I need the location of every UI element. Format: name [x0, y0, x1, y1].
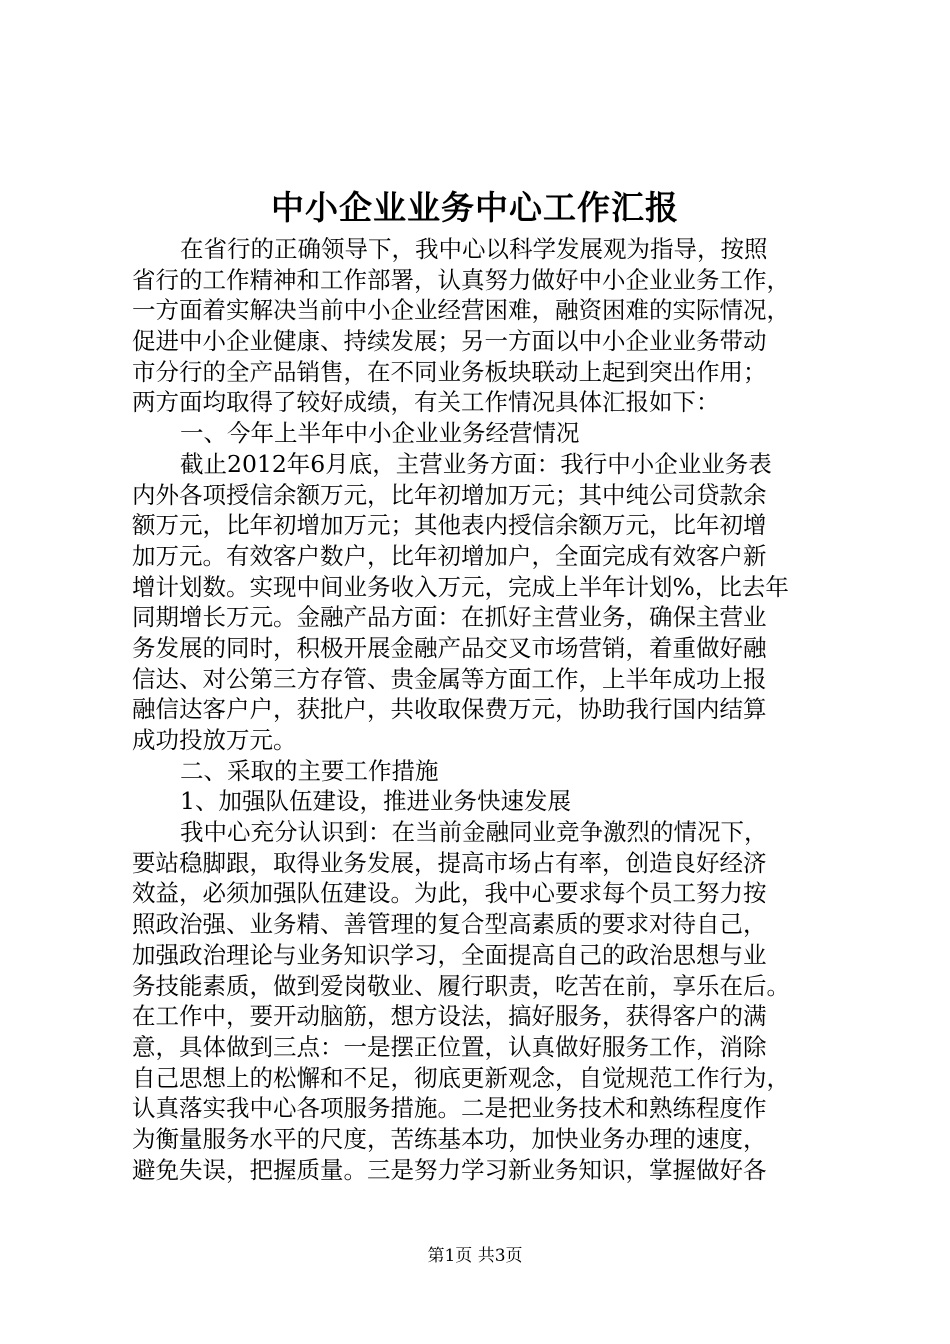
page-footer: 第1页 共3页 — [427, 1246, 523, 1266]
subsection-heading: 1、加强队伍建设，推进业务快速发展 — [180, 787, 571, 816]
paragraph-line: 截止2012年6月底，主营业务方面：我行中小企业业务表 — [180, 449, 772, 478]
paragraph-line: 成功投放万元。 — [132, 726, 297, 754]
document-title: 中小企业业务中心工作汇报 — [271, 188, 679, 227]
paragraph-line: 要站稳脚跟，取得业务发展，提高市场占有率，创造良好经济 — [132, 848, 767, 877]
paragraph-line: 信达、对公第三方存管、贵金属等方面工作，上半年成功上报 — [132, 664, 767, 693]
paragraph-line: 增计划数。实现中间业务收入万元，完成上半年计划%，比去年 — [132, 572, 789, 601]
section-heading: 一、今年上半年中小企业业务经营情况 — [180, 419, 580, 448]
paragraph-line: 在省行的正确领导下，我中心以科学发展观为指导，按照 — [180, 235, 768, 263]
paragraph-line: 效益，必须加强队伍建设。为此，我中心要求每个员工努力按 — [132, 879, 767, 908]
document-body — [132, 234, 834, 1185]
paragraph-line: 照政治强、业务精、善管理的复合型高素质的要求对待自己， — [132, 910, 767, 939]
paragraph-line: 一方面着实解决当前中小企业经营困难，融资困难的实际情况， — [132, 296, 790, 325]
paragraph-line: 额万元，比年初增加万元；其他表内授信余额万元，比年初增 — [132, 511, 767, 540]
paragraph-line: 为衡量服务水平的尺度，苦练基本功，加快业务办理的速度， — [132, 1124, 767, 1153]
section-heading: 二、采取的主要工作措施 — [180, 756, 439, 785]
paragraph-line: 务发展的同时，积极开展金融产品交叉市场营销，着重做好融 — [132, 633, 767, 662]
paragraph-line: 融信达客户户，获批户，共收取保费万元，协助我行国内结算 — [132, 695, 767, 724]
paragraph-line: 意，具体做到三点：一是摆正位置，认真做好服务工作，消除 — [132, 1032, 767, 1061]
paragraph-line: 市分行的全产品销售，在不同业务板块联动上起到突出作用； — [132, 357, 767, 386]
paragraph-line: 在工作中，要开动脑筋，想方设法，搞好服务，获得客户的满 — [132, 1002, 767, 1031]
paragraph-line: 避免失误，把握质量。三是努力学习新业务知识，掌握做好各 — [132, 1155, 767, 1184]
paragraph-line: 两方面均取得了较好成绩，有关工作情况具体汇报如下： — [132, 388, 720, 417]
paragraph-line: 务技能素质，做到爱岗敬业、履行职责，吃苦在前，享乐在后。 — [132, 971, 790, 1000]
paragraph-line: 同期增长万元。金融产品方面：在抓好主营业务，确保主营业 — [132, 603, 767, 632]
paragraph-line: 认真落实我中心各项服务措施。二是把业务技术和熟练程度作 — [132, 1094, 767, 1123]
paragraph-line: 我中心充分认识到：在当前金融同业竞争激烈的情况下， — [180, 818, 768, 847]
paragraph-line: 加强政治理论与业务知识学习，全面提高自己的政治思想与业 — [132, 940, 767, 969]
paragraph-line: 加万元。有效客户数户，比年初增加户，全面完成有效客户新 — [132, 541, 767, 570]
paragraph-line: 自己思想上的松懈和不足，彻底更新观念，自觉规范工作行为， — [132, 1063, 790, 1092]
paragraph-line: 省行的工作精神和工作部署，认真努力做好中小企业业务工作， — [132, 265, 790, 294]
paragraph-line: 促进中小企业健康、持续发展；另一方面以中小企业业务带动 — [132, 327, 767, 356]
paragraph-line: 内外各项授信余额万元，比年初增加万元；其中纯公司贷款余 — [132, 480, 767, 509]
